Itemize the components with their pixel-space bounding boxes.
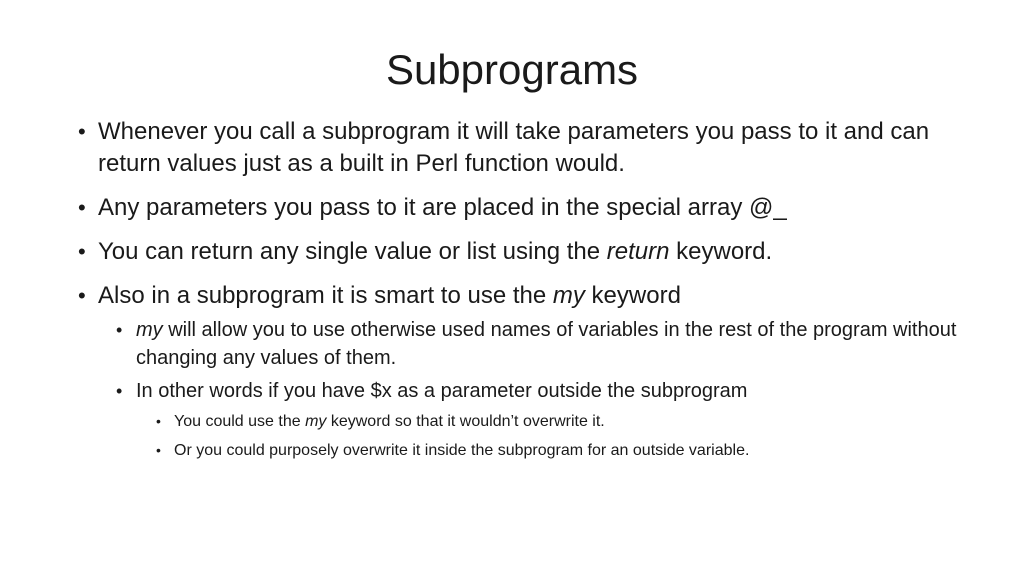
bullet-marker: • [78, 119, 86, 144]
bullet-item [78, 236, 968, 268]
italic-keyword: my [552, 282, 585, 309]
bullet-list [78, 116, 968, 468]
bullet-text-end: keyword so that it wouldn’t overwrite it. [326, 413, 605, 430]
bullet-marker: • [156, 413, 161, 429]
italic-keyword: return [606, 238, 670, 265]
bullet-marker: • [78, 195, 86, 220]
italic-keyword: my [136, 319, 163, 341]
bullet-text-start: Also in a subprogram it is smart to use the [98, 282, 553, 309]
bullet-text-end: keyword [584, 282, 681, 309]
bullet-text: Or you could purposely overwrite it inside the subprogram for an outside variable. [174, 442, 750, 459]
bullet-marker: • [78, 283, 86, 308]
bullet-text-end: keyword. [669, 238, 773, 265]
bullet-marker: • [156, 442, 161, 458]
bullet-text-start: You can return any single value or list using the [98, 238, 607, 265]
bullet-marker: • [116, 381, 123, 401]
bullet-text: Any parameters you pass to it are placed in the special array @_ [98, 194, 787, 221]
sub-sub-bullet-item [156, 439, 968, 462]
sub-sub-bullet-item [156, 410, 968, 433]
sub-bullet-item [116, 377, 968, 405]
bullet-text: In other words if you have $x as a parameter outside the subprogram [136, 380, 748, 402]
bullet-text-end: will allow you to use otherwise used names of variables in the rest of the program without changing any values of them. [136, 319, 957, 369]
italic-keyword: my [305, 413, 327, 430]
bullet-item [78, 116, 968, 180]
bullet-marker: • [78, 239, 86, 264]
bullet-marker: • [116, 320, 123, 340]
bullet-item [78, 192, 968, 224]
sub-bullet-item [116, 316, 968, 372]
bullet-item [78, 280, 968, 312]
bullet-text: Whenever you call a subprogram it will take parameters you pass to it and can return values just as a built in Perl function would. [98, 118, 930, 177]
slide-title: Subprograms [385, 46, 639, 93]
bullet-text-start: You could use the [174, 413, 306, 430]
